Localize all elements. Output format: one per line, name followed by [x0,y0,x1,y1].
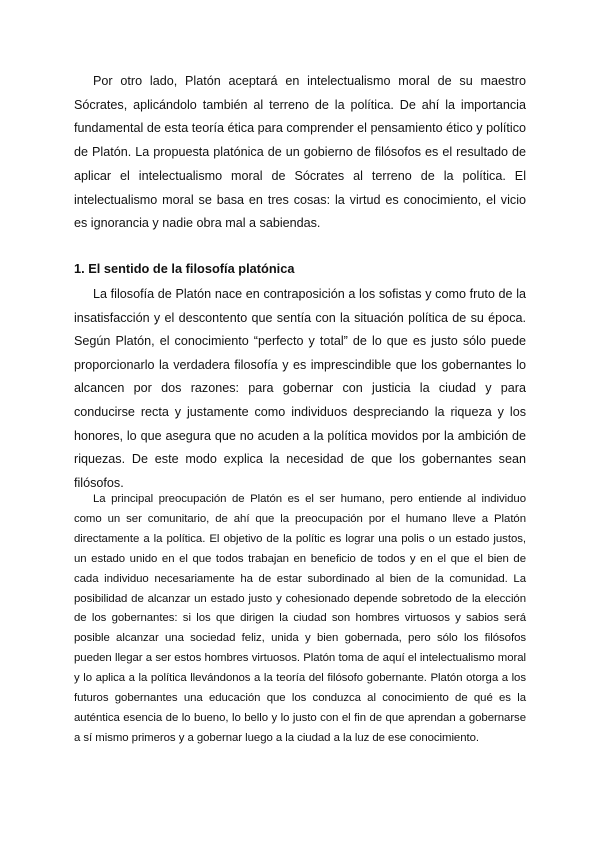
intro-paragraph: Por otro lado, Platón aceptará en intelectualismo moral de su maestro Sócrates, aplicándolo también al terreno de la política. De ahí la importancia fundamental de esta teoría ética para comprender el pensamiento ético y político de Platón. La propuesta platónica de un gobierno de filósofos es el resultado de aplicar el intelectualismo moral de Sócrates al terreno de la política. El intelectualismo moral se basa en tres cosas: la virtud es conocimiento, el vicio es ignorancia y nadie obra mal a sabiendas. [74,74,526,231]
body-paragraph-2: La principal preocupación de Platón es el ser humano, pero entiende al individuo como un ser comunitario, de ahí que la preocupación por el humano lleve a Platón directamente a la política. El objetivo de la polític es lograr una polis o un estado justos, un estado unido en el que todos trabajan en beneficio de todos y en el que el bien de cada individuo necesariamente ha de estar subordinado al bien de la comunidad. La posibilidad de alcanzar un estado justo y cohesionado depende sobretodo de la elección de los gobernantes: si los que dirigen la ciudad son hombres virtuosos y sabios será posible alcanzar una sociedad feliz, unida y bien gobernada, pero sólo los filósofos pueden llegar a ser estos hombres virtuosos. Platón toma de aquí el intelectualismo moral y lo aplica a la política llevándonos a la teoría del filósofo gobernante. Platón otorga a los futuros gobernantes una educación que los conduzca al conocimiento de qué es la auténtica esencia de lo bueno, lo bello y lo justo con el fin de que aprendan a gobernarse a sí mismo primeros y a gobernar luego a la ciudad a la luz de ese conocimiento. [74,493,526,744]
body-paragraph-1: La filosofía de Platón nace en contraposición a los sofistas y como fruto de la insatisfacción y el descontento que sentía con la situación política de su época. Según Platón, el conocimiento “perfecto y total” de lo que es justo sólo puede proporcionarlo la verdadera filosofía y es imprescindible que los gobernantes lo alcancen por dos razones: para gobernar con justicia la ciudad y para conducirse recta y justamente como individuos despreciando la riqueza y los honores, lo que asegura que no acuden a la política movidos por la ambición de riquezas. De este modo explica la necesidad de que los gobernantes sean filósofos. [74,287,526,490]
section-heading: 1. El sentido de la filosofía platónica [74,261,295,276]
